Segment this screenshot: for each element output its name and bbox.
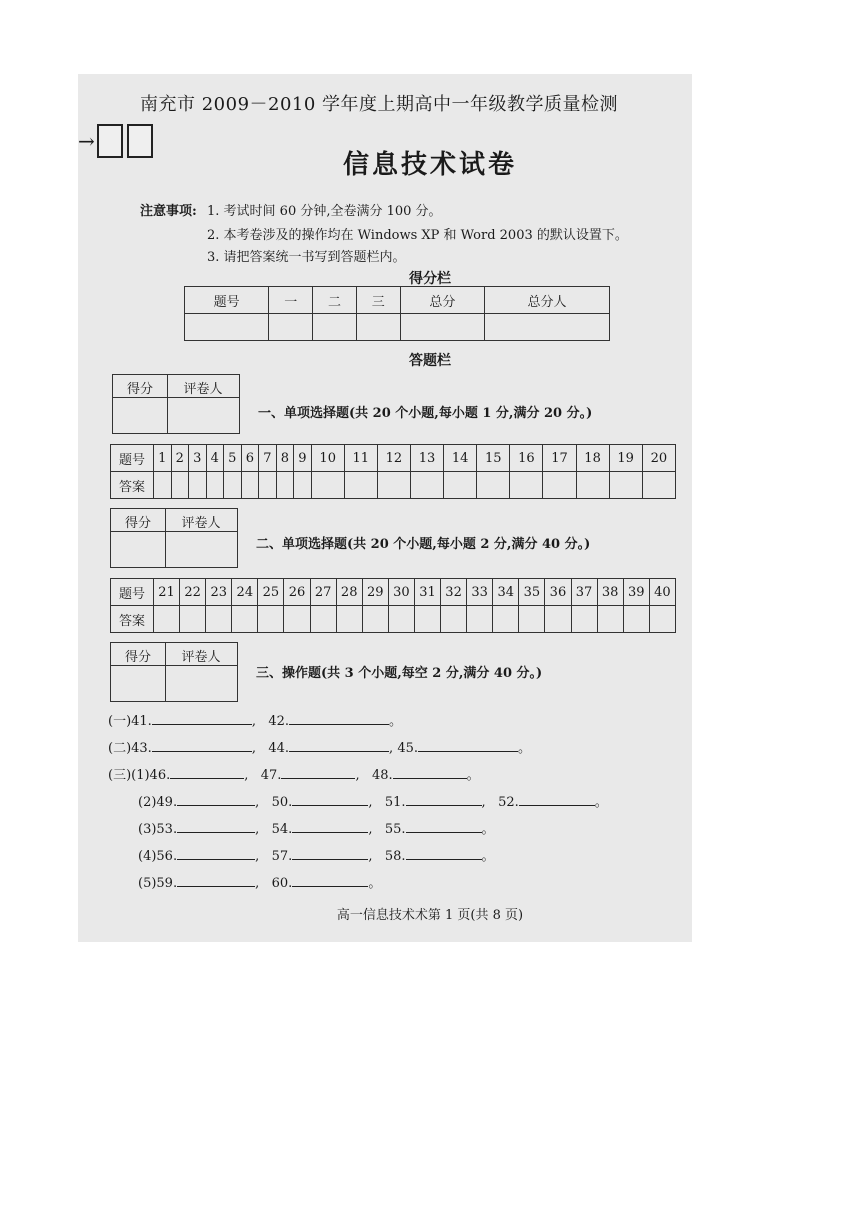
answer-cell[interactable] — [623, 606, 649, 633]
answer-cell[interactable] — [410, 472, 443, 499]
answer-cell[interactable] — [258, 606, 284, 633]
grader-score-label: 得分 — [124, 516, 151, 531]
blank-label: 52. — [498, 795, 519, 810]
answer-cell[interactable] — [362, 606, 388, 633]
question-number-cell: 14 — [444, 445, 477, 472]
blank-label: (2)49. — [138, 795, 178, 810]
notice-item: 3. 请把答案统一书写到答题栏内。 — [207, 250, 406, 265]
grid-answer-row — [111, 606, 676, 633]
question-number-cell: 24 — [232, 579, 258, 606]
question-number-cell: 2 — [171, 445, 189, 472]
blank-label: 55. — [384, 822, 406, 837]
score-header-cell: 题号 — [185, 287, 269, 314]
question-number-cell: 4 — [206, 445, 224, 472]
fill-line: (一)41. , 42. 。 — [108, 714, 403, 729]
answer-blank[interactable] — [292, 847, 368, 860]
question-number-cell: 29 — [362, 579, 388, 606]
question-number-cell: 26 — [284, 579, 310, 606]
score-header-cell: 一 — [269, 287, 313, 314]
question-number-cell: 17 — [543, 445, 576, 472]
question-number-cell: 15 — [477, 445, 510, 472]
exam-title: 南充市 2009－2010 学年度上期高中一年级教学质量检测 — [140, 94, 619, 115]
blank-label: 48. — [371, 768, 393, 783]
grid-row-label: 题号 — [111, 445, 154, 472]
answer-cell[interactable] — [241, 472, 259, 499]
answer-cell[interactable] — [294, 472, 312, 499]
answer-cell[interactable] — [388, 606, 414, 633]
answer-cell[interactable] — [467, 606, 493, 633]
answer-blank[interactable] — [292, 874, 368, 887]
question-number-cell: 32 — [441, 579, 467, 606]
question-number-cell: 30 — [388, 579, 414, 606]
blank-label: (4)56. — [138, 849, 178, 864]
answer-cell[interactable] — [154, 606, 180, 633]
question-number-cell: 40 — [649, 579, 675, 606]
answer-cell[interactable] — [414, 606, 440, 633]
blank-label: (三)(1)46. — [108, 768, 171, 783]
score-header-cell: 总分人 — [485, 287, 610, 314]
arrow-icon: → — [78, 129, 95, 153]
grid-number-row — [111, 579, 676, 606]
answer-cell[interactable] — [259, 472, 277, 499]
question-number-cell: 1 — [154, 445, 172, 472]
blank-label: (一)41. — [108, 714, 152, 729]
question-number-cell: 7 — [259, 445, 277, 472]
grader-box — [110, 642, 238, 702]
question-number-cell: 20 — [642, 445, 675, 472]
grader-score-label: 得分 — [124, 650, 151, 665]
score-cell[interactable] — [313, 314, 357, 341]
answer-blank[interactable] — [177, 874, 255, 887]
question-number-cell: 19 — [609, 445, 642, 472]
blank-label: 47. — [260, 768, 282, 783]
question-number-cell: 3 — [189, 445, 207, 472]
answer-blank[interactable] — [393, 766, 467, 779]
blank-label: 58. — [384, 849, 406, 864]
question-number-cell: 13 — [410, 445, 443, 472]
notice-item: 2. 本考卷涉及的操作均在 Windows XP 和 Word 2003 的默认设置下。 — [207, 228, 628, 243]
answer-cell[interactable] — [649, 606, 675, 633]
answer-cell[interactable] — [571, 606, 597, 633]
answer-blank[interactable] — [152, 739, 252, 752]
answer-blank[interactable] — [177, 847, 255, 860]
answer-blank[interactable] — [289, 739, 389, 752]
blank-label: 51. — [384, 795, 406, 810]
answer-cell[interactable] — [377, 472, 410, 499]
page-footer: 高一信息技术术第 1 页(共 8 页) — [336, 908, 524, 923]
answer-cell[interactable] — [311, 472, 344, 499]
answer-cell[interactable] — [444, 472, 477, 499]
answer-cell[interactable] — [545, 606, 571, 633]
notice-item: 1. 考试时间 60 分钟,全卷满分 100 分。 — [207, 204, 442, 219]
question-number-cell: 35 — [519, 579, 545, 606]
section-heading: 三、操作题(共 3 个小题,每空 2 分,满分 40 分。) — [256, 666, 543, 681]
question-number-cell: 23 — [206, 579, 232, 606]
subject-title: 信息技术试卷 — [342, 150, 517, 180]
score-cell[interactable] — [356, 314, 400, 341]
fill-line: (3)53. , 54. , 55. 。 — [138, 822, 495, 837]
question-number-cell: 5 — [224, 445, 242, 472]
grid-number-row — [111, 445, 676, 472]
answer-cell[interactable] — [493, 606, 519, 633]
answer-cell[interactable] — [642, 472, 675, 499]
score-header-cell: 二 — [313, 287, 357, 314]
score-table — [184, 286, 610, 341]
answer-cell[interactable] — [206, 472, 224, 499]
question-number-cell: 34 — [493, 579, 519, 606]
answer-blank[interactable] — [177, 793, 255, 806]
question-number-cell: 22 — [180, 579, 206, 606]
answer-cell[interactable] — [576, 472, 609, 499]
answer-cell[interactable] — [154, 472, 172, 499]
answer-grid — [110, 578, 676, 633]
question-number-cell: 10 — [311, 445, 344, 472]
answer-cell[interactable] — [510, 472, 543, 499]
answer-blank[interactable] — [292, 820, 368, 833]
answer-blank[interactable] — [406, 820, 482, 833]
score-cell[interactable] — [185, 314, 269, 341]
answer-cell[interactable] — [609, 472, 642, 499]
question-number-cell: 6 — [241, 445, 259, 472]
notice-title: 注意事项: — [140, 204, 197, 219]
fill-line: (5)59. , 60. 。 — [138, 876, 382, 891]
grader-box — [110, 508, 238, 568]
fill-line: (2)49. , 50. , 51. , 52. 。 — [138, 795, 608, 810]
question-number-cell: 25 — [258, 579, 284, 606]
answer-cell[interactable] — [597, 606, 623, 633]
question-number-cell: 18 — [576, 445, 609, 472]
answer-cell[interactable] — [180, 606, 206, 633]
grid-answer-label: 答案 — [111, 606, 154, 633]
question-number-cell: 37 — [571, 579, 597, 606]
score-header-cell: 总分 — [400, 287, 484, 314]
question-number-cell: 33 — [467, 579, 493, 606]
grader-reviewer-label: 评卷人 — [183, 382, 223, 397]
grid-row-label: 题号 — [111, 579, 154, 606]
grader-reviewer-label: 评卷人 — [181, 516, 221, 531]
answer-blank[interactable] — [281, 766, 355, 779]
blank-label: (3)53. — [138, 822, 178, 837]
question-number-cell: 11 — [344, 445, 377, 472]
answer-cell[interactable] — [189, 472, 207, 499]
blank-label: 44. — [268, 741, 290, 756]
blank-label: 60. — [271, 876, 293, 891]
blank-label: 50. — [271, 795, 293, 810]
answer-blank[interactable] — [418, 739, 518, 752]
answer-cell[interactable] — [441, 606, 467, 633]
question-number-cell: 36 — [545, 579, 571, 606]
score-value-row — [185, 314, 610, 341]
fill-line: (4)56. , 57. , 58. 。 — [138, 849, 495, 864]
answer-cell[interactable] — [344, 472, 377, 499]
blank-label: 54. — [271, 822, 293, 837]
section-heading: 二、单项选择题(共 20 个小题,每小题 2 分,满分 40 分。) — [256, 537, 591, 552]
answer-blank[interactable] — [170, 766, 244, 779]
answer-cell[interactable] — [336, 606, 362, 633]
answer-blank[interactable] — [289, 712, 389, 725]
grader-box — [112, 374, 240, 434]
grid-answer-label: 答案 — [111, 472, 154, 499]
score-cell[interactable] — [269, 314, 313, 341]
blank-label: 45. — [397, 741, 418, 756]
score-header-row — [185, 287, 610, 314]
fill-line: (二)43. , 44. , 45. 。 — [108, 741, 532, 756]
answer-cell[interactable] — [519, 606, 545, 633]
blank-label: 57. — [271, 849, 293, 864]
blank-label: (二)43. — [108, 741, 152, 756]
question-number-cell: 8 — [276, 445, 294, 472]
answer-grid — [110, 444, 676, 499]
score-cell[interactable] — [485, 314, 610, 341]
score-section-label: 得分栏 — [409, 271, 451, 287]
answer-cell[interactable] — [276, 472, 294, 499]
answer-blank[interactable] — [292, 793, 368, 806]
blank-label: 42. — [268, 714, 290, 729]
grid-answer-row — [111, 472, 676, 499]
question-number-cell: 31 — [414, 579, 440, 606]
question-number-cell: 12 — [377, 445, 410, 472]
question-number-cell: 9 — [294, 445, 312, 472]
grader-reviewer-label: 评卷人 — [181, 650, 221, 665]
score-cell[interactable] — [400, 314, 484, 341]
answer-cell[interactable] — [206, 606, 232, 633]
answer-cell[interactable] — [232, 606, 258, 633]
answer-cell[interactable] — [284, 606, 310, 633]
answer-cell[interactable] — [543, 472, 576, 499]
score-header-cell: 三 — [356, 287, 400, 314]
answer-section-label: 答题栏 — [409, 353, 451, 369]
answer-blank[interactable] — [519, 793, 595, 806]
answer-cell[interactable] — [171, 472, 189, 499]
question-number-cell: 27 — [310, 579, 336, 606]
answer-blank[interactable] — [152, 712, 252, 725]
question-number-cell: 28 — [336, 579, 362, 606]
answer-cell[interactable] — [224, 472, 242, 499]
answer-cell[interactable] — [310, 606, 336, 633]
question-number-cell: 38 — [597, 579, 623, 606]
grader-score-label: 得分 — [126, 382, 153, 397]
question-number-cell: 21 — [154, 579, 180, 606]
question-number-cell: 39 — [623, 579, 649, 606]
question-number-cell: 16 — [510, 445, 543, 472]
blank-label: (5)59. — [138, 876, 178, 891]
answer-blank[interactable] — [177, 820, 255, 833]
answer-blank[interactable] — [406, 793, 482, 806]
answer-cell[interactable] — [477, 472, 510, 499]
answer-blank[interactable] — [406, 847, 482, 860]
section-heading: 一、单项选择题(共 20 个小题,每小题 1 分,满分 20 分。) — [258, 406, 593, 421]
fill-line: (三)(1)46. , 47. , 48. 。 — [108, 768, 480, 783]
